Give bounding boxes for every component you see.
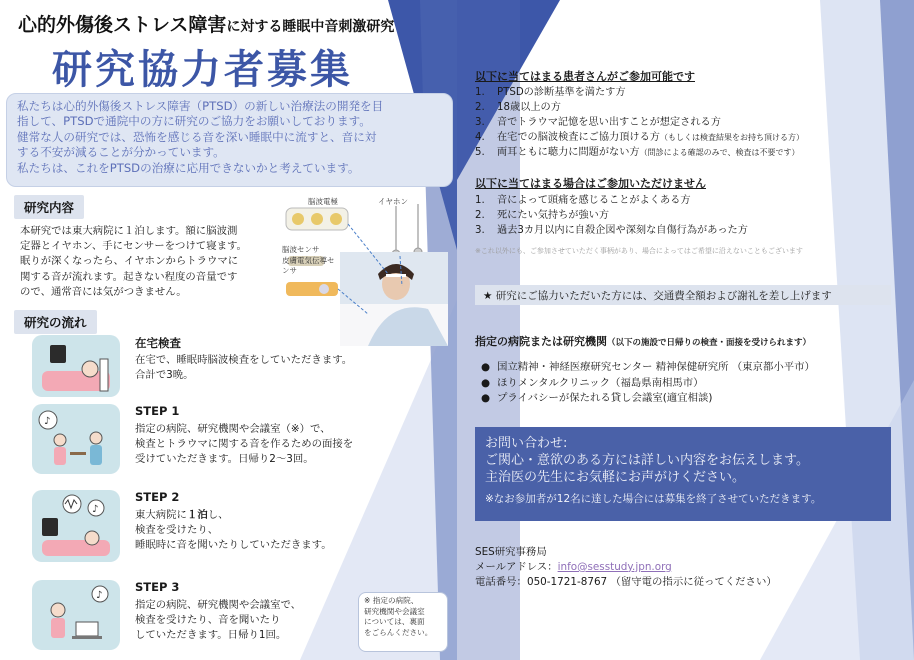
institution-name: ほりメンタルクリニック（福島県南相馬市） xyxy=(497,376,704,389)
svg-text:♪: ♪ xyxy=(96,590,103,601)
intro-line: 私たちは、これをPTSDの治療に応用できないかと考えています。 xyxy=(17,160,360,175)
item-number: 5. xyxy=(475,147,485,158)
item-text: 18歳以上の方 xyxy=(497,102,561,113)
step-line: 睡眠時に音を聞いたりしていただきます。 xyxy=(135,539,332,551)
list-item xyxy=(475,223,748,238)
step-home-title: 在宅検査 xyxy=(135,336,181,350)
list-item xyxy=(475,115,804,130)
item-text: 両耳ともに聴力に問題がない方 xyxy=(497,147,640,158)
bullet-icon: ● xyxy=(481,392,491,405)
ineligible-footnote: ※これ以外にも、ご参加させていただく事柄があり、場合によってはご希望に沿えないこともございます xyxy=(475,247,803,255)
eligible-heading: 以下に当てはまる患者さんがご参加可能です xyxy=(475,70,695,83)
label-eeg-electrode: 脳波電極 xyxy=(308,197,338,206)
hospital-sleep-icon xyxy=(32,490,120,562)
contact-line: ご関心・意欲のある方には詳しい内容をお伝えします。 xyxy=(485,453,809,468)
step-2-text-a: 東大病院に xyxy=(135,509,187,521)
contact-heading: お問い合わせ: xyxy=(485,436,568,451)
item-number: 1. xyxy=(475,195,485,206)
list-item xyxy=(475,130,804,145)
note-line: 研究機関や会議室 xyxy=(364,606,425,616)
section-label-flow: 研究の流れ xyxy=(14,310,97,334)
step-2 xyxy=(32,490,452,572)
institutions-heading-small: （以下の施設で日帰りの検査・面接を受けられます） xyxy=(607,338,812,348)
item-number: 2. xyxy=(475,210,485,221)
list-item xyxy=(475,100,804,115)
right-page xyxy=(457,0,914,660)
content-text xyxy=(20,224,278,300)
svg-text:♪: ♪ xyxy=(44,416,51,427)
step-line: 在宅で、睡眠時脳波検査をしていただきます。 xyxy=(135,354,353,366)
reward-banner: ★ 研究にご協力いただいた方には、交通費全額および謝礼を差し上げます xyxy=(475,285,891,305)
section-label-content: 研究内容 xyxy=(14,195,84,219)
item-number: 1. xyxy=(475,87,485,98)
institution-name: プライバシーが保たれる貸し会議室(適宜相談) xyxy=(497,392,713,405)
list-item xyxy=(475,145,804,160)
step-home xyxy=(32,335,452,401)
ineligible-list xyxy=(475,193,748,238)
intro-line: 健常な人の研究では、恐怖を感じる音を深い睡眠中に流すと、音に対 xyxy=(17,129,377,144)
item-number: 3. xyxy=(475,225,485,236)
venue-note xyxy=(358,592,448,652)
item-number: 4. xyxy=(475,132,485,143)
item-text: 死にたい気持ちが強い方 xyxy=(497,210,610,221)
office-info xyxy=(475,545,777,589)
list-item xyxy=(481,376,815,392)
sleep-icon xyxy=(32,335,120,397)
intro-line: 指して、PTSDで通院中の方に研究のご協力をお願いしております。 xyxy=(17,114,371,129)
item-number: 2. xyxy=(475,102,485,113)
listening-icon xyxy=(32,580,120,650)
device-photo xyxy=(278,194,448,346)
institution-name: 国立精神・神経医療研究センター 精神保健研究所 （東京都小平市） xyxy=(497,361,815,373)
list-item xyxy=(475,193,748,208)
institutions-heading-main: 指定の病院または研究機関 xyxy=(475,335,607,348)
institutions-heading xyxy=(475,333,811,349)
item-text: 音でトラウマ記憶を思い出すことが想定される方 xyxy=(497,117,721,128)
svg-text:♪: ♪ xyxy=(92,504,99,515)
note-line: ※ 指定の病院、 xyxy=(364,596,419,605)
step-line xyxy=(135,508,435,523)
note-line: をごらんください。 xyxy=(364,627,433,637)
list-item xyxy=(481,360,815,376)
mail-link[interactable]: info@sesstudy.jpn.org xyxy=(557,560,672,573)
item-note: （もしくは検査結果をお持ち頂ける方） xyxy=(660,133,804,142)
subtitle-main: 心的外傷後ストレス障害 xyxy=(18,14,227,36)
step-line: 指定の病院、研究機関や会議室で、 xyxy=(135,599,302,611)
content-line: 本研究では東大病院に１泊します。額に脳波測 xyxy=(20,225,238,237)
mail-label: メールアドレス： xyxy=(475,560,558,573)
item-note: （問診による確認のみで、検査は不要です） xyxy=(639,148,800,157)
office-phone: 電話番号：050-1721-8767 （留守電の指示に従ってください） xyxy=(475,575,777,588)
bullet-icon: ● xyxy=(481,376,491,389)
office-mail xyxy=(475,560,777,575)
step-1-body xyxy=(135,422,435,467)
item-text: 在宅での脳波検査にご協力頂ける方 xyxy=(497,132,660,143)
step-line: 検査とトラウマに関する音を作るための面接を xyxy=(135,438,354,450)
step-2-body xyxy=(135,508,435,553)
office-name: SES研究事務局 xyxy=(475,546,547,558)
institutions-list xyxy=(481,360,815,407)
step-2-title: STEP 2 xyxy=(135,490,180,504)
step-line: 合計で3晩。 xyxy=(135,369,194,381)
contact-box xyxy=(475,427,891,521)
page-title: 研究協力者募集 xyxy=(52,47,353,93)
intro-line: 私たちは心的外傷後ストレス障害（PTSD）の新しい治療法の開発を目 xyxy=(17,99,384,113)
content-line: 定器とイヤホン、手にセンサーをつけて寝ます。 xyxy=(20,240,247,253)
step-1-title: STEP 1 xyxy=(135,404,180,418)
content-line: ので、通常音には気がつきません。 xyxy=(20,285,187,298)
content-line: 眠りが深くなったら、イヤホンからトラウマに xyxy=(20,255,239,268)
label-skin-sensor: 皮膚電気伝導センサ xyxy=(282,256,335,275)
item-text: 音によって頭痛を感じることがよくある方 xyxy=(497,195,691,206)
note-line: については、裏面 xyxy=(364,617,425,626)
label-earphone: イヤホン xyxy=(378,197,408,206)
intro-line: する不安が減ることが分かっています。 xyxy=(17,145,225,160)
content-line: 関する音が流れます。起きない程度の音量です xyxy=(20,270,238,283)
step-home-body xyxy=(135,353,435,383)
bullet-icon: ● xyxy=(481,361,491,373)
step-line: 受けていただきます。日帰り2～3回。 xyxy=(135,453,314,465)
interview-icon xyxy=(32,404,120,474)
list-item xyxy=(481,391,815,407)
ineligible-heading: 以下に当てはまる場合はご参加いただけません xyxy=(475,177,706,190)
step-2-text-c: し、 xyxy=(207,509,229,521)
step-1 xyxy=(32,404,452,484)
contact-line: 主治医の先生にお気軽にお声がけください。 xyxy=(485,470,746,485)
label-eeg-sensor: 脳波センサ xyxy=(282,245,320,254)
list-item xyxy=(475,208,748,223)
intro-box xyxy=(6,93,453,187)
step-line: していただきます。日帰り1回。 xyxy=(135,629,287,641)
subtitle-small: に対する睡眠中音刺激研究 xyxy=(226,19,395,35)
step-line: 指定の病院、研究機関や会議室（※）で、 xyxy=(135,423,331,435)
step-line: 検査を受けたり、 xyxy=(135,524,219,536)
item-text: 過去3カ月以内に自殺企図や深刻な自傷行為があった方 xyxy=(497,225,748,236)
item-number: 3. xyxy=(475,117,485,128)
step-2-text-bold: １泊 xyxy=(186,509,208,521)
list-item xyxy=(475,85,804,100)
contact-note: ※なお参加者が12名に達した場合には募集を終了させていただきます。 xyxy=(485,493,822,505)
eligible-list xyxy=(475,85,804,160)
subtitle xyxy=(18,10,394,37)
step-3-title: STEP 3 xyxy=(135,580,180,594)
item-text: PTSDの診断基準を満たす方 xyxy=(497,87,626,98)
step-line: 検査を受けたり、音を聞いたり xyxy=(135,614,281,626)
